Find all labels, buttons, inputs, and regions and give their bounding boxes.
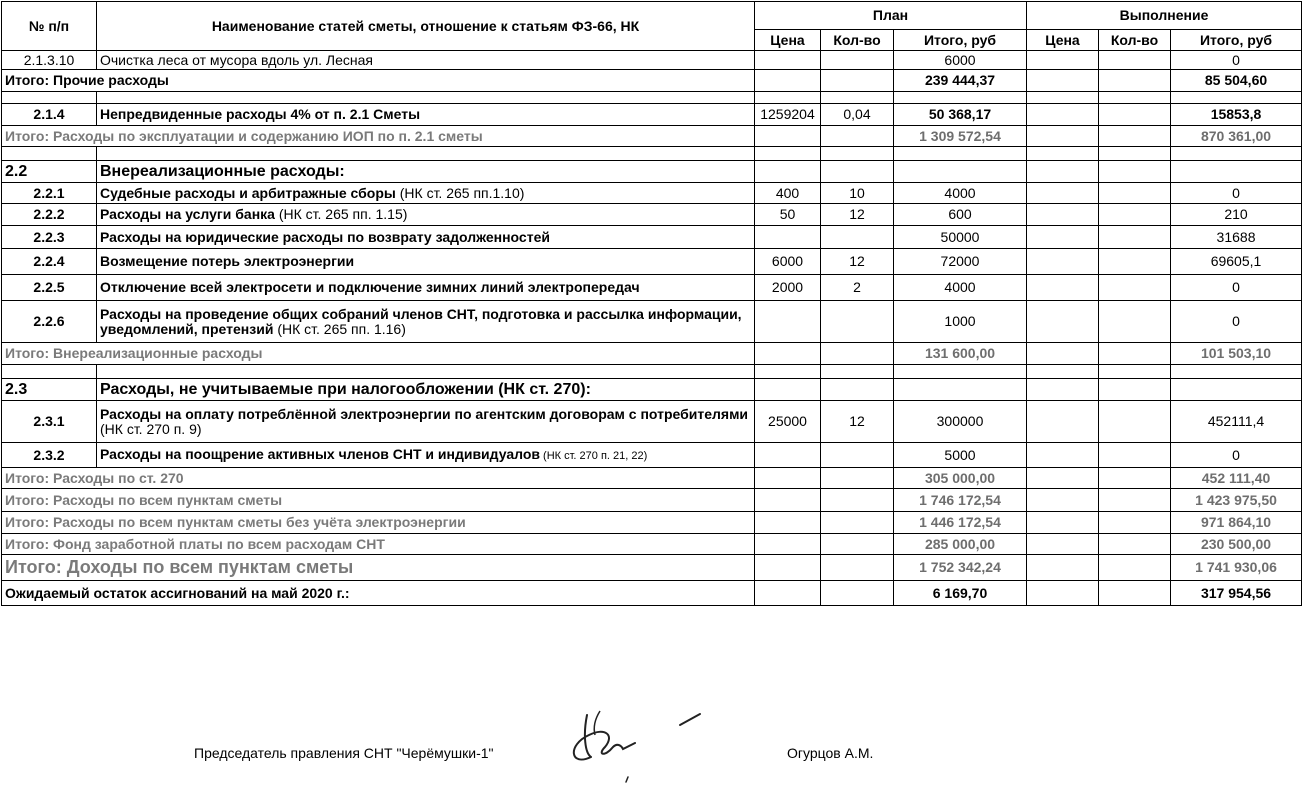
table-row: [2, 226, 1302, 249]
row-fact-total: 210: [1171, 204, 1302, 226]
row-plan-price: 50: [755, 204, 821, 226]
row-plan-price: 25000: [755, 401, 821, 443]
row-name: Расходы на поощрение активных членов СНТ и индивидуалов (НК ст. 270 п. 21, 22): [97, 443, 755, 468]
chairman-name: Огурцов А.М.: [787, 745, 874, 761]
header-plan-price: Цена: [755, 30, 821, 51]
row-plan-total: 600: [894, 204, 1027, 226]
header-fact-qty: Кол-во: [1099, 30, 1171, 51]
row-num: 2.1.3.10: [2, 51, 97, 70]
row-fact-total: 0: [1171, 275, 1302, 301]
remainder-plan: 6 169,70: [894, 581, 1027, 606]
header-fact-total: Итого, руб: [1171, 30, 1302, 51]
row-plan-total: 50000: [894, 226, 1027, 249]
table-row: [2, 275, 1302, 301]
total-label: Итого: Доходы по всем пунктам сметы: [2, 555, 755, 581]
section-row: [2, 161, 1302, 183]
total-label: Итого: Внереализационные расходы: [2, 343, 755, 365]
table-row: [2, 301, 1302, 343]
total-row: [2, 512, 1302, 534]
header-row-1: [2, 2, 1302, 30]
row-fact-total: 0: [1171, 183, 1302, 204]
row-plan-price: 2000: [755, 275, 821, 301]
table-row: [2, 183, 1302, 204]
section-name: Расходы, не учитываемые при налогообложении (НК ст. 270):: [97, 379, 755, 401]
total-label: Итого: Прочие расходы: [2, 70, 755, 92]
row-plan-price: 400: [755, 183, 821, 204]
row-fact-total: 0: [1171, 443, 1302, 468]
row-plan-price: 6000: [755, 249, 821, 275]
header-plan-qty: Кол-во: [821, 30, 894, 51]
row-plan-total: 1000: [894, 301, 1027, 343]
section-name: Внереализационные расходы:: [97, 161, 755, 183]
row-plan-total: 6000: [894, 51, 1027, 70]
total-row: [2, 489, 1302, 512]
remainder-label: Ожидаемый остаток ассигнований на май 2020 г.:: [2, 581, 755, 606]
total-label: Итого: Расходы по всем пунктам сметы: [2, 489, 755, 512]
total-row: [2, 343, 1302, 365]
row-num: 2.2.5: [2, 275, 97, 301]
spacer-row: [2, 92, 1302, 104]
section-row: [2, 379, 1302, 401]
total-fact: 230 500,00: [1171, 534, 1302, 555]
row-fact-total: 452111,4: [1171, 401, 1302, 443]
signature-image: [565, 705, 715, 785]
header-plan: План: [755, 2, 1027, 30]
row-name: Непредвиденные расходы 4% от п. 2.1 Сметы: [97, 104, 755, 126]
total-label: Итого: Расходы по эксплуатации и содержанию ИОП по п. 2.1 сметы: [2, 126, 755, 147]
row-name: Отключение всей электросети и подключение зимних линий электропередач: [97, 275, 755, 301]
table-row: [2, 204, 1302, 226]
table-row: [2, 104, 1302, 126]
row-plan-qty: 12: [821, 204, 894, 226]
chairman-position: Председатель правления СНТ "Черёмушки-1": [194, 745, 494, 761]
row-plan-total: 50 368,17: [894, 104, 1027, 126]
total-row-remainder: [2, 581, 1302, 606]
row-fact-total: 15853,8: [1171, 104, 1302, 126]
header-name: Наименование статей сметы, отношение к статьям ФЗ-66, НК: [97, 2, 755, 51]
row-fact-total: 31688: [1171, 226, 1302, 249]
row-plan-total: 4000: [894, 183, 1027, 204]
total-plan: 131 600,00: [894, 343, 1027, 365]
header-num: № п/п: [2, 2, 97, 51]
total-fact: 971 864,10: [1171, 512, 1302, 534]
total-row: [2, 555, 1302, 581]
row-plan-total: 5000: [894, 443, 1027, 468]
row-name: Очистка леса от мусора вдоль ул. Лесная: [97, 51, 755, 70]
row-plan-price: 1259204: [755, 104, 821, 126]
row-fact-total: 0: [1171, 51, 1302, 70]
table-row: [2, 51, 1302, 70]
row-num: 2.2.2: [2, 204, 97, 226]
row-name: Расходы на услуги банка (НК ст. 265 пп. 1.15): [97, 204, 755, 226]
header-done: Выполнение: [1027, 2, 1302, 30]
row-name: Возмещение потерь электроэнергии: [97, 249, 755, 275]
total-fact: 452 111,40: [1171, 468, 1302, 489]
row-plan-qty: 0,04: [821, 104, 894, 126]
spacer-row: [2, 365, 1302, 379]
row-plan-qty: 2: [821, 275, 894, 301]
total-fact: 101 503,10: [1171, 343, 1302, 365]
row-plan-qty: 12: [821, 249, 894, 275]
table-row: [2, 401, 1302, 443]
row-fact-total: 0: [1171, 301, 1302, 343]
remainder-fact: 317 954,56: [1171, 581, 1302, 606]
total-row: [2, 126, 1302, 147]
total-plan: 305 000,00: [894, 468, 1027, 489]
spacer-row: [2, 147, 1302, 161]
header-fact-price: Цена: [1027, 30, 1099, 51]
row-plan-total: 4000: [894, 275, 1027, 301]
budget-table: [1, 1, 1302, 606]
row-num: 2.2.3: [2, 226, 97, 249]
row-num: 2.2.6: [2, 301, 97, 343]
total-label: Итого: Расходы по ст. 270: [2, 468, 755, 489]
row-num: 2.2.4: [2, 249, 97, 275]
total-plan: 1 309 572,54: [894, 126, 1027, 147]
table-row: [2, 443, 1302, 468]
row-plan-qty: 12: [821, 401, 894, 443]
row-num: 2.1.4: [2, 104, 97, 126]
total-fact: 870 361,00: [1171, 126, 1302, 147]
total-fact: 1 741 930,06: [1171, 555, 1302, 581]
total-plan: 1 752 342,24: [894, 555, 1027, 581]
total-plan: 1 446 172,54: [894, 512, 1027, 534]
total-plan: 1 746 172,54: [894, 489, 1027, 512]
total-plan: 285 000,00: [894, 534, 1027, 555]
row-fact-total: 69605,1: [1171, 249, 1302, 275]
row-num: 2.3.1: [2, 401, 97, 443]
total-fact: 1 423 975,50: [1171, 489, 1302, 512]
row-name: Расходы на проведение общих собраний членов СНТ, подготовка и рассылка информации, уведомлений, претензий (НК ст. 265 пп. 1.16): [97, 301, 755, 343]
total-row: [2, 468, 1302, 489]
total-row: [2, 70, 1302, 92]
row-name: Судебные расходы и арбитражные сборы (НК ст. 265 пп.1.10): [97, 183, 755, 204]
total-plan: 239 444,37: [894, 70, 1027, 92]
section-num: 2.2: [2, 161, 97, 183]
row-name: Расходы на оплату потреблённой электроэнергии по агентским договорам с потребителями (НК ст. 270 п. 9): [97, 401, 755, 443]
row-plan-total: 72000: [894, 249, 1027, 275]
total-row: [2, 534, 1302, 555]
total-label: Итого: Расходы по всем пунктам сметы без учёта электроэнергии: [2, 512, 755, 534]
total-fact: 85 504,60: [1171, 70, 1302, 92]
row-num: 2.2.1: [2, 183, 97, 204]
row-plan-qty: 10: [821, 183, 894, 204]
row-num: 2.3.2: [2, 443, 97, 468]
row-plan-total: 300000: [894, 401, 1027, 443]
header-plan-total: Итого, руб: [894, 30, 1027, 51]
section-num: 2.3: [2, 379, 97, 401]
table-row: [2, 249, 1302, 275]
total-label: Итого: Фонд заработной платы по всем расходам СНТ: [2, 534, 755, 555]
row-name: Расходы на юридические расходы по возврату задолженностей: [97, 226, 755, 249]
